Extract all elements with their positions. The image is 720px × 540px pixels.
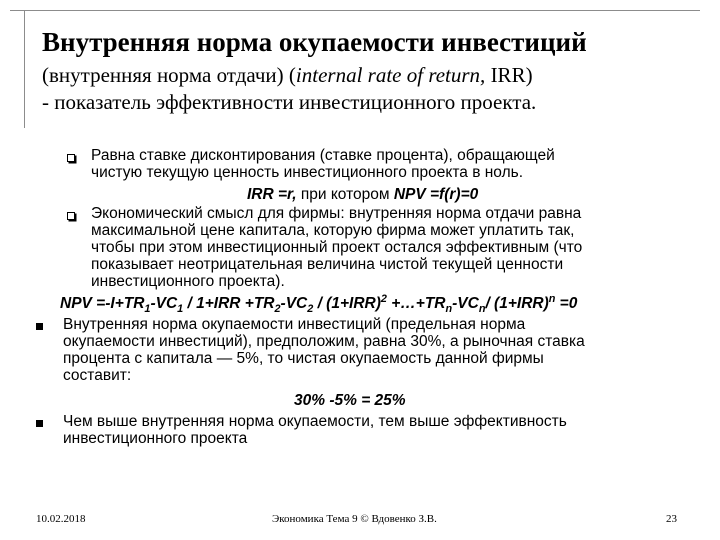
subtitle-line-2: - показатель эффективности инвестиционного проекта. (42, 90, 537, 114)
title-bracket-top (10, 10, 700, 11)
hollow-square-bullet-icon (67, 154, 75, 162)
title-bracket-left (24, 10, 25, 128)
bullet-higher-irr: Чем выше внутренняя норма окупаемости, тем выше эффективность инвестиционного проекта (63, 413, 567, 447)
page-number: 23 (666, 513, 677, 525)
bullet-discount-rate: Равна ставке дисконтирования (ставке процента), обращающей чистую текущую ценность инвестиционного проекта в ноль. (91, 147, 555, 181)
irr-definition: IRR =r, при котором NPV =f(r)=0 (247, 186, 479, 203)
calc-result: 30% -5% = 25% (294, 392, 406, 409)
npv-formula: NPV $=-I+TR_1-VC_1 / 1+IRR +TR_2-VC_2 / (1+IRR)^2$ $+\dots+TR_n-VC_n/$ $(1+IRR)^n =0$ (60, 292, 578, 316)
filled-square-bullet-icon (36, 420, 43, 427)
footer-date: 10.02.2018 (36, 513, 86, 525)
subtitle-line-1: (внутренняя норма отдачи) (internal rate of return, IRR) (42, 63, 533, 87)
hollow-square-bullet-icon (67, 212, 75, 220)
bullet-irr-example: Внутренняя норма окупаемости инвестиций (предельная норма окупаемости инвестиций), предположим, равна 30%, а рыночная ставка процента с капитала — 5%, то чистая окупаемость данной фирмы составит: (63, 316, 585, 384)
bullet-economic-meaning: Экономический смысл для фирмы: внутренняя норма отдачи равна максимальной цене капитала, которую фирма может уплатить так, чтобы при этом инвестиционный проект остался эффективным (что показывает неотрицательная величина чистой текущей ценности инвестиционного проекта). (91, 205, 583, 290)
footer-author: Экономика Тема 9 © Вдовенко З.В. (272, 513, 437, 525)
slide-title: Внутренняя норма окупаемости инвестиций (42, 27, 587, 57)
filled-square-bullet-icon (36, 323, 43, 330)
slide-subtitle (42, 62, 712, 116)
